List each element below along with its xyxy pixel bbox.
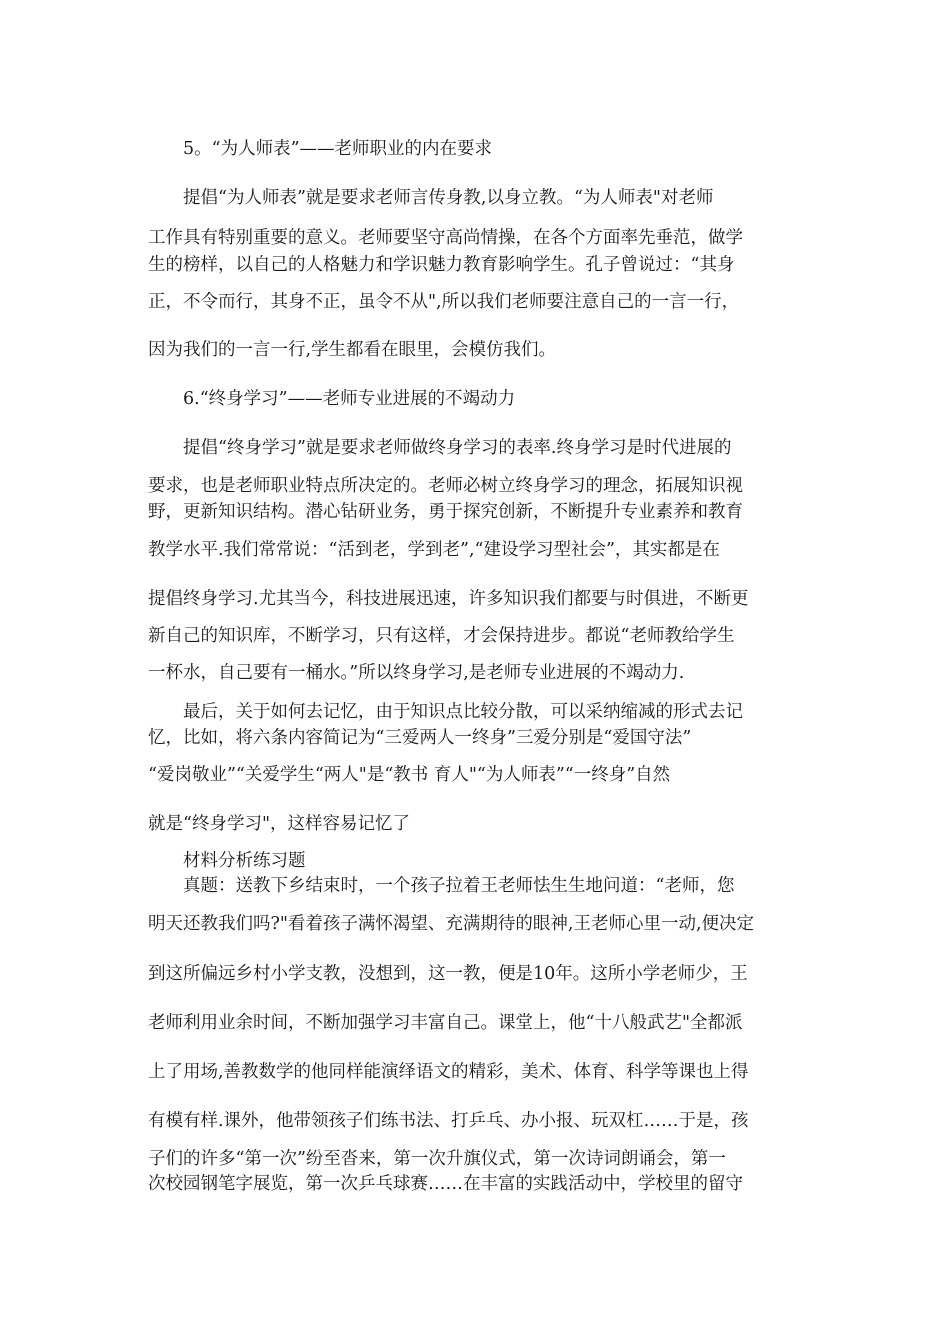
text-line: 工作具有特别重要的意义。老师要坚守高尚情操，在各个方面率先垂范，做学	[148, 228, 743, 248]
text-line: 野，更新知识结构。潜心钻研业务，勇于探究创新，不断提升专业素养和教育	[148, 502, 743, 522]
text-line: 最后，关于如何去记忆，由于知识点比较分散，可以采纳缩减的形式去记	[183, 702, 743, 722]
text-line: 次校园钢笔字展览，第一次乒乓球赛……在丰富的实践活动中，学校里的留守	[148, 1174, 743, 1194]
text-line: 要求，也是老师职业特点所决定的。老师必树立终身学习的理念，拓展知识视	[148, 476, 743, 496]
text-line: 上了用场,善教数学的他同样能演绎语文的精彩，美术、体育、科学等课也上得	[148, 1062, 749, 1082]
text-line: 就是“终身学习"，这样容易记忆了	[148, 814, 410, 834]
text-line: 提倡“为人师表”就是要求老师言传身教,以身立教。“为人师表"对老师	[183, 188, 714, 208]
text-line: 因为我们的一言一行,学生都看在眼里，会模仿我们。	[148, 340, 557, 360]
text-line: 到这所偏远乡村小学支教，没想到，这一教，便是10年。这所小学老师少，王	[148, 964, 748, 984]
text-line: 老师利用业余时间，不断加强学习丰富自己。课堂上，他“十八般武艺"全都派	[148, 1013, 743, 1033]
text-line: “爱岗敬业”“关爱学生“两人"是“教书 育人"“为人师表”“一终身”自然	[148, 765, 671, 785]
text-line: 提倡终身学习.尤其当今，科技进展迅速，许多知识我们都要与时俱进，不断更	[148, 589, 749, 609]
text-line: 材料分析练习题	[183, 851, 306, 871]
text-line: 6.“终身学习”——老师专业进展的不竭动力	[183, 389, 516, 409]
text-line: 子们的许多“第一次”纷至沓来，第一次升旗仪式，第一次诗词朗诵会，第一	[148, 1149, 726, 1169]
text-line: 有模有样.课外，他带领孩子们练书法、打乒乓、办小报、玩双杠……于是，孩	[148, 1111, 749, 1131]
text-line: 5。“为人师表”——老师职业的内在要求	[183, 139, 493, 159]
text-line: 提倡“终身学习”就是要求老师做终身学习的表率.终身学习是时代进展的	[183, 438, 732, 458]
text-line: 真题：送教下乡结束时，一个孩子拉着王老师怯生生地问道：“老师，您	[183, 876, 735, 896]
text-line: 忆，比如，将六条内容简记为“三爱两人一终身”三爱分别是“爱国守法”	[148, 728, 692, 748]
text-line: 一杯水，自己要有一桶水。”所以终身学习,是老师专业进展的不竭动力.	[148, 663, 685, 683]
text-line: 正，不令而行，其身不正，虽令不从",所以我们老师要注意自己的一言一行，	[148, 292, 740, 312]
text-line: 明天还教我们吗?"看着孩子满怀渴望、充满期待的眼神,王老师心里一动,便决定	[148, 914, 755, 934]
text-line: 生的榜样，以自己的人格魅力和学识魅力教育影响学生。孔子曾说过：“其身	[148, 255, 735, 275]
text-line: 教学水平.我们常常说：“活到老，学到老”,“建设学习型社会”，其实都是在	[148, 540, 720, 560]
text-line: 新自己的知识库，不断学习，只有这样，才会保持进步。都说“老师教给学生	[148, 626, 735, 646]
